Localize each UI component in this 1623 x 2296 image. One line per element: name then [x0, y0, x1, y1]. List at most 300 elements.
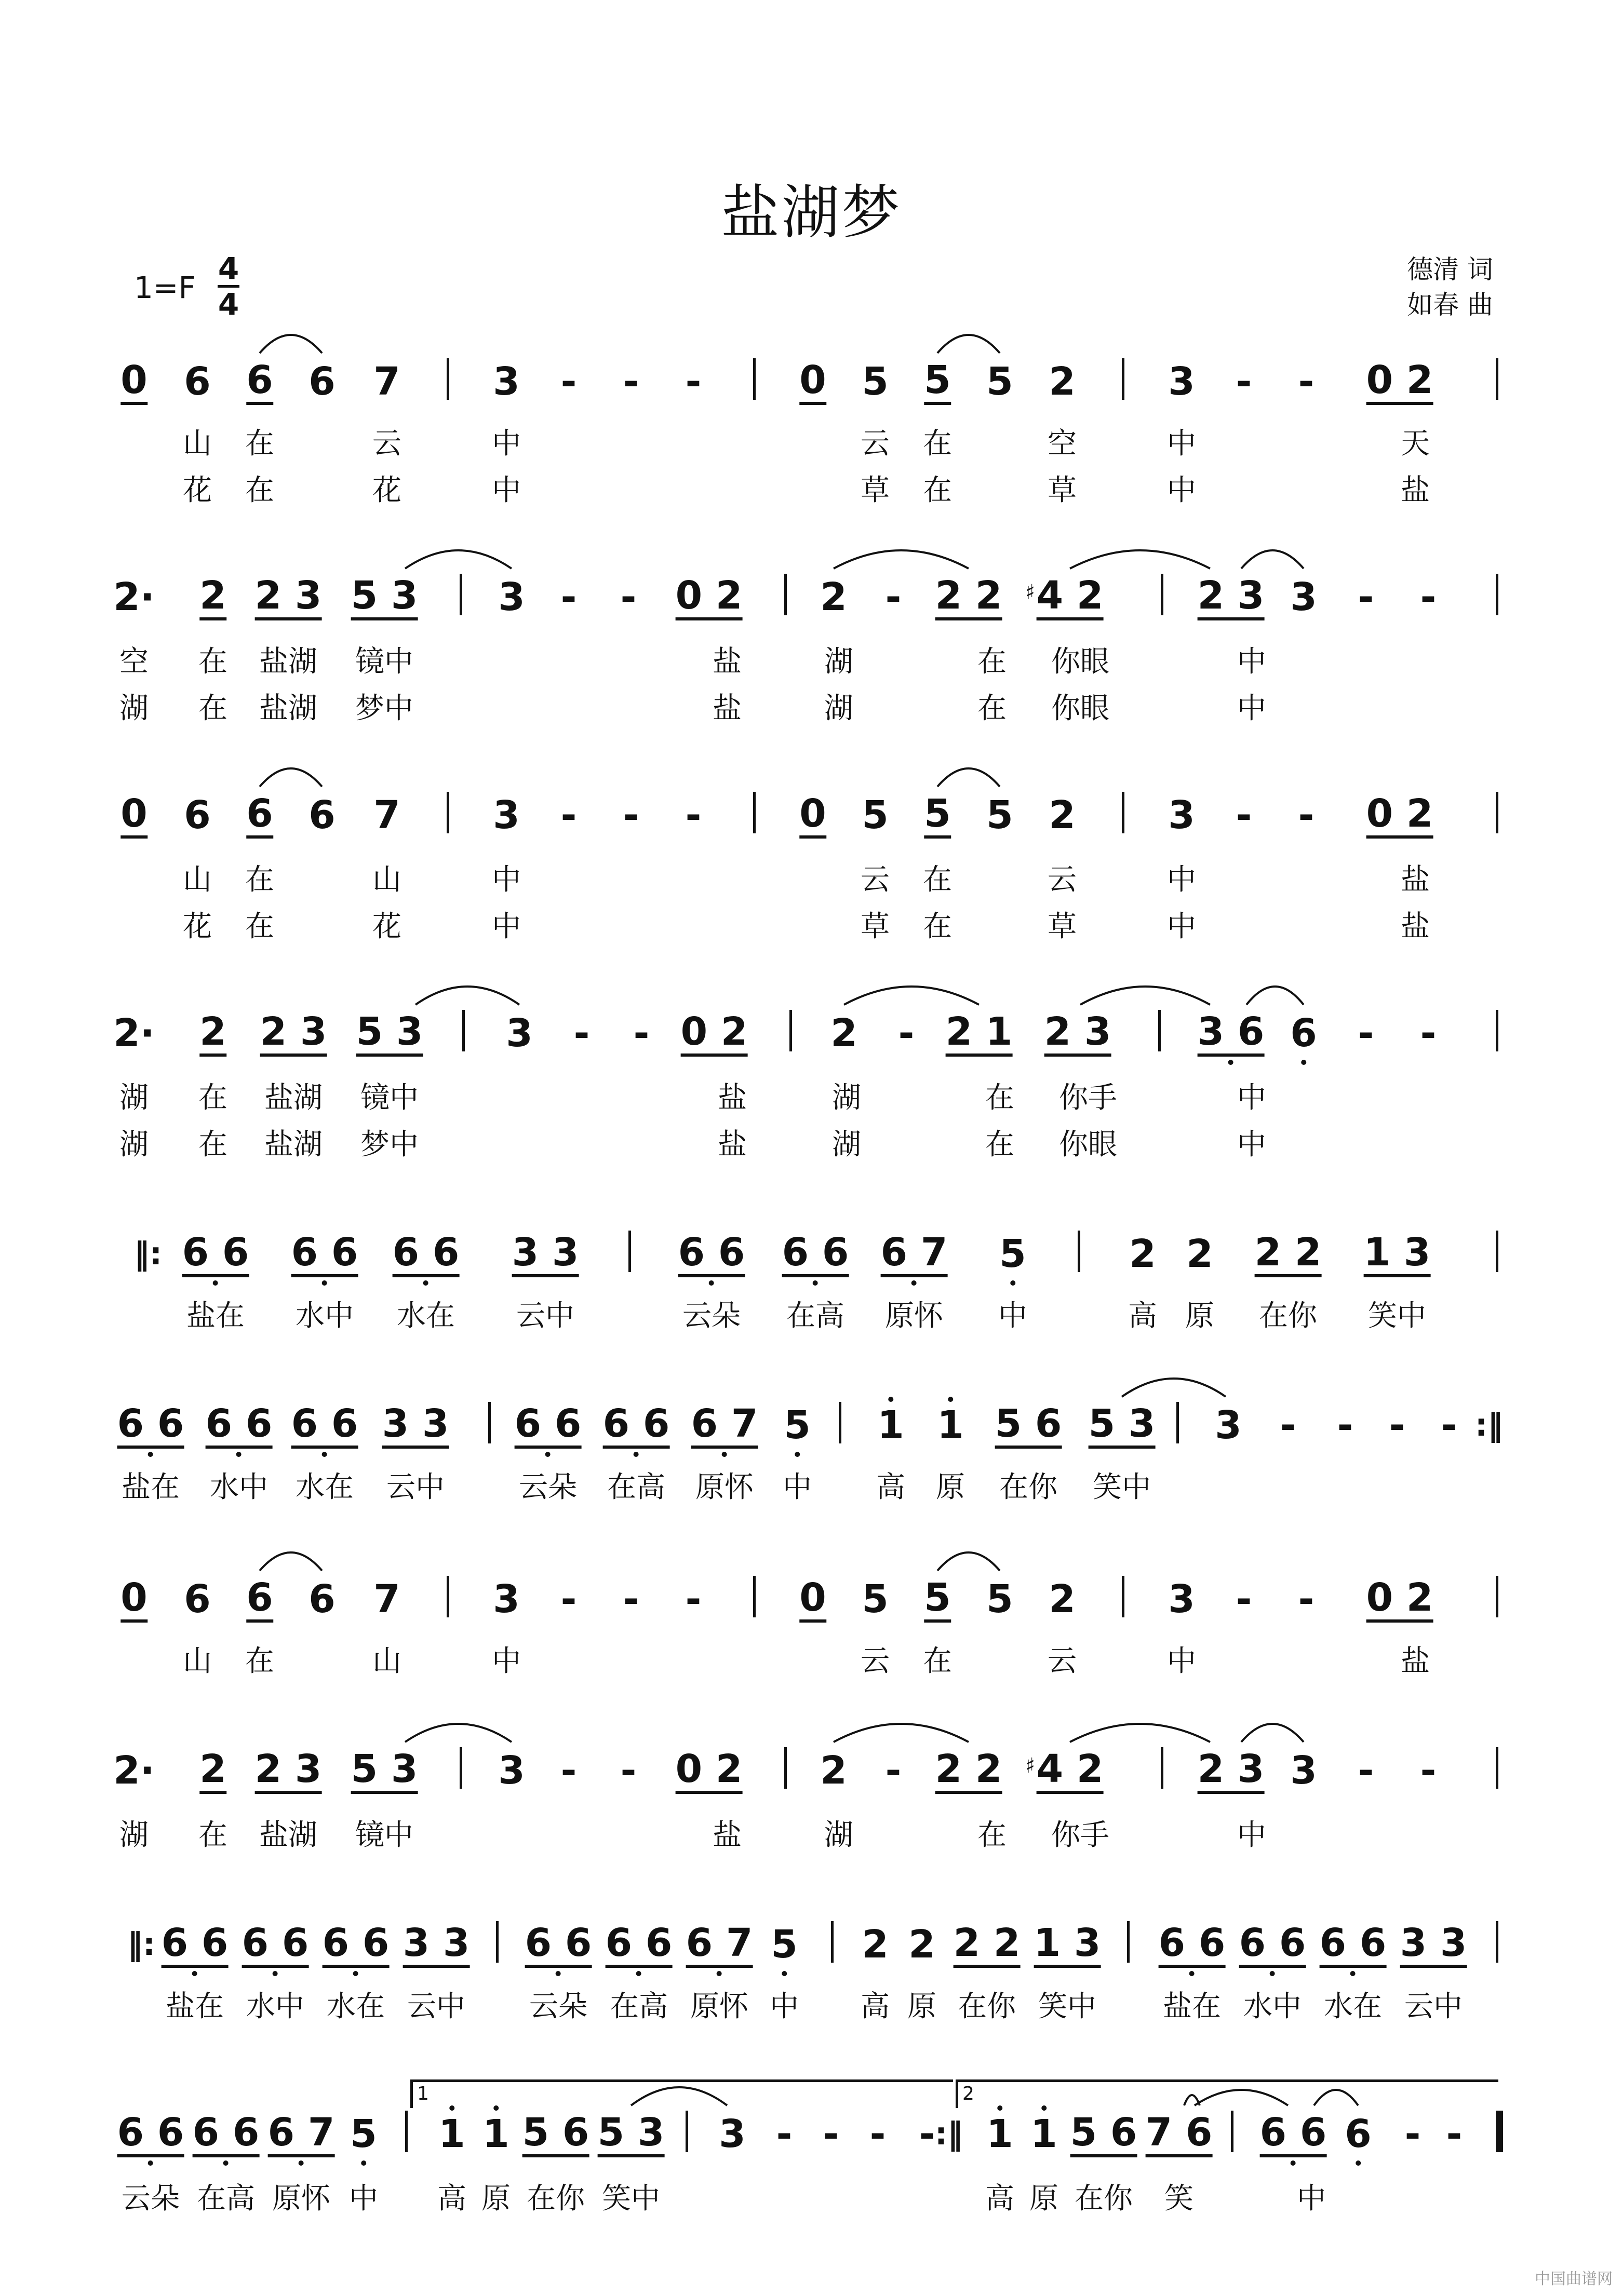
- song-title: 盐湖梦: [721, 179, 902, 247]
- lyric: 在: [245, 1644, 274, 1678]
- lyric: 高: [876, 1470, 905, 1504]
- note: 6 6: [1260, 2111, 1327, 2157]
- lyric: 笑中: [1038, 1990, 1096, 2023]
- octave-dot-low: [1270, 1971, 1275, 1976]
- lyric: 在: [198, 692, 227, 725]
- slur: [834, 1724, 969, 1742]
- note: 4 2 ♯: [1037, 574, 1104, 620]
- lyric: 在: [923, 863, 952, 897]
- lyric: 中: [349, 2182, 378, 2216]
- barline: [496, 1921, 499, 1963]
- lyric: 原怀: [885, 1299, 943, 1333]
- note: -: [560, 1577, 577, 1622]
- lyric: 水在: [1324, 1990, 1382, 2023]
- barline: [1496, 1576, 1498, 1617]
- note: -: [1337, 1403, 1353, 1448]
- barline: [447, 792, 449, 833]
- lyric: 高: [985, 2182, 1014, 2216]
- repeat-sign: :‖: [935, 2116, 963, 2152]
- note: -: [1280, 1403, 1296, 1448]
- lyric: 在: [245, 910, 274, 943]
- note: -: [919, 2112, 935, 2156]
- lyric: 梦中: [355, 692, 413, 725]
- octave-dot-low: [634, 1452, 639, 1457]
- lyric: 空: [119, 645, 149, 679]
- lyric: 中: [1237, 1818, 1266, 1852]
- note: 2 3: [260, 1010, 327, 1057]
- slur: [405, 1724, 512, 1742]
- note: 2: [820, 1748, 847, 1793]
- note: 3: [506, 1011, 533, 1056]
- lyric: 盐: [718, 1081, 747, 1115]
- lyric: 湖: [824, 692, 853, 725]
- slur: [405, 550, 512, 569]
- lyric: 花: [372, 474, 401, 507]
- time-signature-top: 4: [218, 251, 239, 286]
- lyric: 水在: [296, 1470, 354, 1504]
- note: 5 3: [1089, 1402, 1156, 1449]
- note: 1: [1030, 2111, 1057, 2157]
- note: -: [560, 575, 577, 619]
- note: 3: [498, 1748, 525, 1793]
- lyric: 梦中: [360, 1128, 419, 1161]
- octave-dot-low: [722, 1452, 727, 1457]
- note: 5 6: [522, 2111, 589, 2157]
- octave-dot-high: [948, 1397, 953, 1402]
- note: 6 6: [1159, 1921, 1226, 1968]
- slur: [415, 987, 519, 1005]
- note: 2 2: [1255, 1231, 1322, 1277]
- lyric: 笑中: [1093, 1470, 1151, 1504]
- note: 6 6: [117, 1402, 184, 1449]
- note: -: [1441, 1403, 1457, 1448]
- note: 2·: [113, 1748, 155, 1793]
- note: -: [1446, 2112, 1463, 2156]
- lyric: 盐在: [186, 1299, 245, 1333]
- lyric: 山: [372, 1644, 401, 1678]
- note: 3 3: [512, 1231, 579, 1277]
- note: 6: [246, 358, 273, 405]
- note: 0 2: [1366, 1576, 1433, 1623]
- octave-dot-low: [236, 1452, 242, 1457]
- note: -: [560, 359, 577, 404]
- lyric: 原: [1029, 2182, 1058, 2216]
- note: 6 6: [525, 1921, 592, 1968]
- note: -: [620, 575, 637, 619]
- lyric: 盐: [718, 1128, 747, 1161]
- volta-1: [410, 2079, 953, 2108]
- note: 3: [493, 359, 520, 404]
- lyric: 云: [1048, 1644, 1077, 1678]
- note: -: [1358, 1748, 1374, 1793]
- lyric: 笑中: [602, 2182, 660, 2216]
- lyric: 云朵: [682, 1299, 741, 1333]
- lyric: 湖: [832, 1128, 861, 1161]
- slur: [1246, 987, 1304, 1005]
- lyric: 中: [492, 1644, 521, 1678]
- lyric: 在: [977, 645, 1007, 679]
- lyric: 在: [977, 1818, 1007, 1852]
- lyric: 云中: [1404, 1990, 1463, 2023]
- lyric: 在你: [958, 1990, 1016, 2023]
- slur: [260, 1552, 322, 1571]
- barline: [1161, 1747, 1163, 1789]
- note: 3 6: [1198, 1010, 1265, 1057]
- lyric: 原: [907, 1990, 936, 2023]
- lyric: 原: [1185, 1299, 1214, 1333]
- note: -: [1358, 575, 1374, 619]
- note: 5: [986, 359, 1013, 404]
- note: 3 3: [1400, 1921, 1467, 1968]
- slur: [260, 768, 322, 787]
- slur: [260, 335, 322, 353]
- note: 3: [1290, 575, 1317, 619]
- note: 3: [498, 575, 525, 619]
- credits: [1407, 252, 1493, 322]
- note: 0: [799, 358, 826, 405]
- lyric: 云: [372, 427, 401, 461]
- octave-dot-low: [636, 1971, 641, 1976]
- note: -: [823, 2112, 839, 2156]
- note: -: [623, 359, 639, 404]
- lyric: 花: [183, 910, 212, 943]
- note: 0: [120, 1576, 147, 1623]
- volta-2-label: 2: [962, 2083, 974, 2104]
- barline: [1078, 1231, 1080, 1272]
- octave-dot-low: [353, 1971, 358, 1976]
- note: 3: [493, 1577, 520, 1622]
- lyric: 湖: [119, 692, 149, 725]
- lyric: 你手: [1051, 1818, 1109, 1852]
- lyric: 中: [1297, 2182, 1326, 2216]
- note: -: [1358, 1011, 1374, 1056]
- note: -: [1298, 359, 1315, 404]
- lyric: 笑: [1164, 2182, 1193, 2216]
- barline: [1122, 1576, 1124, 1617]
- note: 6: [308, 1577, 336, 1622]
- note: 3: [493, 793, 520, 838]
- lyric: 中: [1167, 1644, 1196, 1678]
- note: 6 6: [182, 1231, 249, 1277]
- note: 2: [820, 575, 847, 619]
- lyric: 盐: [1401, 474, 1430, 507]
- note: 7: [373, 359, 400, 404]
- note: 6 7: [881, 1231, 948, 1277]
- barline: [1122, 358, 1124, 400]
- time-signature: [216, 252, 242, 321]
- note: 2: [862, 1922, 889, 1967]
- lyric: 中: [770, 1990, 799, 2023]
- lyric: 原怀: [272, 2182, 330, 2216]
- note: 2: [1049, 793, 1076, 838]
- lyric: 中: [1167, 910, 1196, 943]
- note: -: [1420, 1748, 1437, 1793]
- note: 2: [1049, 359, 1076, 404]
- barline: [789, 1010, 792, 1051]
- note: 0 2: [681, 1010, 748, 1057]
- lyric: 盐在: [1163, 1990, 1221, 2023]
- barline: [460, 574, 462, 615]
- octave-dot-low: [213, 1280, 218, 1286]
- lyric: 笑中: [1368, 1299, 1426, 1333]
- octave-dot-low: [1228, 1060, 1233, 1065]
- note: 5: [999, 1231, 1026, 1277]
- note: -: [685, 1577, 702, 1622]
- note: 5: [771, 1921, 798, 1968]
- lyricist: 德清 词: [1407, 254, 1493, 285]
- note: 6 6: [117, 2111, 184, 2157]
- repeat-sign: ‖:: [134, 1236, 162, 1272]
- lyric: 云中: [386, 1470, 445, 1504]
- note: 1: [937, 1402, 964, 1449]
- lyric: 湖: [119, 1081, 149, 1115]
- note: 5 6: [1070, 2111, 1137, 2157]
- note: 6 7: [691, 1402, 758, 1449]
- composer: 如春 曲: [1407, 290, 1493, 320]
- note: 5: [862, 1577, 889, 1622]
- note: 6: [184, 1577, 211, 1622]
- lyric: 湖: [119, 1818, 149, 1852]
- lyric: 湖: [832, 1081, 861, 1115]
- note: 0: [799, 792, 826, 839]
- lyric: 云朵: [122, 2182, 180, 2216]
- lyric: 盐湖: [264, 1081, 323, 1115]
- lyric: 在你: [527, 2182, 585, 2216]
- slur: [834, 550, 969, 569]
- lyric: 盐: [1401, 1644, 1430, 1678]
- octave-dot-low: [1350, 1971, 1356, 1976]
- note: -: [898, 1011, 915, 1056]
- lyric: 盐: [713, 692, 742, 725]
- lyric: 盐湖: [259, 645, 317, 679]
- octave-dot-low: [813, 1280, 818, 1286]
- octave-dot-low: [1301, 1060, 1306, 1065]
- barline: [447, 358, 449, 400]
- octave-dot-low: [322, 1280, 327, 1286]
- note: 5 3: [351, 1747, 418, 1794]
- note: 1: [986, 2111, 1013, 2157]
- note: 6: [308, 793, 336, 838]
- barline: [831, 1921, 834, 1963]
- note: 2: [1049, 1577, 1076, 1622]
- lyric: 草: [1048, 474, 1077, 507]
- lyric: 在: [923, 910, 952, 943]
- barline: [1496, 358, 1498, 400]
- note: 1 3: [1034, 1921, 1101, 1968]
- lyric: 高: [1128, 1299, 1157, 1333]
- note: 5 3: [598, 2111, 665, 2157]
- note: 0 2: [676, 574, 743, 620]
- volta-2: [956, 2079, 1498, 2108]
- note: -: [1236, 359, 1252, 404]
- lyric: 盐: [1401, 863, 1430, 897]
- barline: [839, 1402, 841, 1443]
- octave-dot-low: [782, 1971, 787, 1976]
- note: -: [1404, 2112, 1421, 2156]
- barline: [447, 1576, 449, 1617]
- lyric: 高: [437, 2182, 466, 2216]
- lyric: 云中: [516, 1299, 574, 1333]
- barline: [753, 1576, 756, 1617]
- lyric: 在: [245, 474, 274, 507]
- note: 2·: [113, 575, 155, 619]
- slur: [937, 1552, 1000, 1571]
- barline: [1122, 792, 1124, 833]
- note: 6 6: [1320, 1921, 1387, 1968]
- note: 6 6: [193, 2111, 260, 2157]
- lyric: 中: [1167, 427, 1196, 461]
- lyric: 在你: [999, 1470, 1057, 1504]
- lyric: 在: [245, 427, 274, 461]
- lyric: 在: [923, 427, 952, 461]
- note: 6 6: [291, 1402, 358, 1449]
- barline: [462, 1010, 465, 1051]
- slur: [1122, 1379, 1226, 1397]
- lyric: 云: [861, 427, 890, 461]
- note: -: [623, 1577, 639, 1622]
- note: 6: [1345, 2111, 1372, 2157]
- lyric: 中: [998, 1299, 1027, 1333]
- time-signature-bottom: 4: [218, 287, 239, 322]
- note: 6: [308, 359, 336, 404]
- note: -: [776, 2112, 793, 2156]
- slur: [1241, 1724, 1304, 1742]
- lyric: 草: [861, 474, 890, 507]
- note: 5: [862, 793, 889, 838]
- note: 2: [830, 1011, 857, 1056]
- octave-dot-low: [1189, 1971, 1195, 1976]
- octave-dot-low: [556, 1971, 561, 1976]
- note: 3 3: [403, 1921, 470, 1968]
- note: -: [560, 1748, 577, 1793]
- octave-dot-low: [717, 1971, 722, 1976]
- lyric: 水中: [246, 1990, 304, 2023]
- lyric: 中: [783, 1470, 812, 1504]
- octave-dot-low: [361, 2160, 366, 2166]
- lyric: 水中: [210, 1470, 268, 1504]
- repeat-sign: :‖: [1475, 1407, 1503, 1443]
- note: 6 7: [686, 1921, 753, 1968]
- lyric: 中: [1167, 474, 1196, 507]
- octave-dot-low: [709, 1280, 714, 1286]
- lyric: 湖: [119, 1128, 149, 1161]
- note: -: [1420, 1011, 1437, 1056]
- note: 5: [924, 792, 951, 839]
- octave-dot-low: [148, 1452, 153, 1457]
- note: 6 6: [323, 1921, 390, 1968]
- slur: [937, 768, 1000, 787]
- lyric: 中: [1167, 863, 1196, 897]
- octave-dot-low: [192, 1971, 197, 1976]
- octave-dot-low: [322, 1452, 327, 1457]
- lyric: 你眼: [1051, 692, 1109, 725]
- lyric: 中: [1237, 692, 1266, 725]
- lyric: 在你: [1259, 1299, 1317, 1333]
- lyric: 中: [492, 427, 521, 461]
- octave-dot-low: [148, 2160, 153, 2166]
- note: 3: [1168, 359, 1195, 404]
- lyric: 盐在: [122, 1470, 180, 1504]
- note: 7 6: [1146, 2111, 1213, 2157]
- lyric: 你眼: [1051, 645, 1109, 679]
- lyric: 在: [985, 1128, 1014, 1161]
- barline: [405, 2111, 408, 2152]
- note: 0 2: [676, 1747, 743, 1794]
- lyric: 湖: [824, 645, 853, 679]
- note: 2: [199, 1010, 226, 1057]
- lyric: 盐湖: [264, 1128, 323, 1161]
- barline: [1496, 792, 1498, 833]
- note: 1: [438, 2111, 465, 2157]
- lyric: 盐: [1401, 910, 1430, 943]
- lyric: 你手: [1059, 1081, 1117, 1115]
- lyric: 高: [861, 1990, 890, 2023]
- octave-dot-low: [911, 1280, 917, 1286]
- lyric: 在高: [610, 1990, 668, 2023]
- note: 2 1: [946, 1010, 1013, 1057]
- note: -: [560, 793, 577, 838]
- note: 6: [246, 792, 273, 839]
- lyric: 盐湖: [259, 692, 317, 725]
- note: 6 6: [206, 1402, 273, 1449]
- lyric: 在高: [197, 2182, 255, 2216]
- note: -: [869, 2112, 886, 2156]
- lyric: 在: [923, 474, 952, 507]
- note: 7: [373, 1577, 400, 1622]
- barline: [686, 2111, 688, 2152]
- key-signature: 1=F: [134, 270, 196, 305]
- note: 5 3: [351, 574, 418, 620]
- note: -: [885, 575, 902, 619]
- lyric: 镜中: [355, 1818, 413, 1852]
- note: 2 2: [935, 574, 1002, 620]
- octave-dot-low: [1010, 1280, 1015, 1286]
- note: 5: [350, 2111, 377, 2157]
- note: 5: [986, 793, 1013, 838]
- note: -: [1389, 1403, 1405, 1448]
- lyric: 在高: [786, 1299, 844, 1333]
- note: 6: [184, 793, 211, 838]
- note: 6 7: [268, 2111, 335, 2157]
- lyric: 在: [198, 645, 227, 679]
- lyric: 盐在: [166, 1990, 224, 2023]
- note: -: [685, 359, 702, 404]
- note: 1: [877, 1402, 904, 1449]
- lyric: 云朵: [519, 1470, 577, 1504]
- note: 2: [199, 574, 226, 620]
- lyric: 天: [1401, 427, 1430, 461]
- note: 3: [1168, 1577, 1195, 1622]
- barline: [784, 574, 787, 615]
- watermark: 中国曲谱网: [1535, 2270, 1613, 2288]
- lyric: 云朵: [529, 1990, 587, 2023]
- note: 2 3: [255, 1747, 322, 1794]
- note: 2: [1186, 1232, 1213, 1276]
- note: 6: [184, 359, 211, 404]
- lyric: 水中: [1243, 1990, 1302, 2023]
- lyric: 山: [372, 863, 401, 897]
- slur: [1080, 987, 1210, 1005]
- note: -: [1236, 793, 1252, 838]
- note: 6 6: [1239, 1921, 1306, 1968]
- note: 0: [799, 1576, 826, 1623]
- octave-dot-low: [795, 1452, 800, 1457]
- note: -: [1298, 793, 1315, 838]
- note: 6 6: [678, 1231, 745, 1277]
- note: 3: [1215, 1403, 1242, 1448]
- note: 7: [373, 793, 400, 838]
- barline: [488, 1402, 491, 1443]
